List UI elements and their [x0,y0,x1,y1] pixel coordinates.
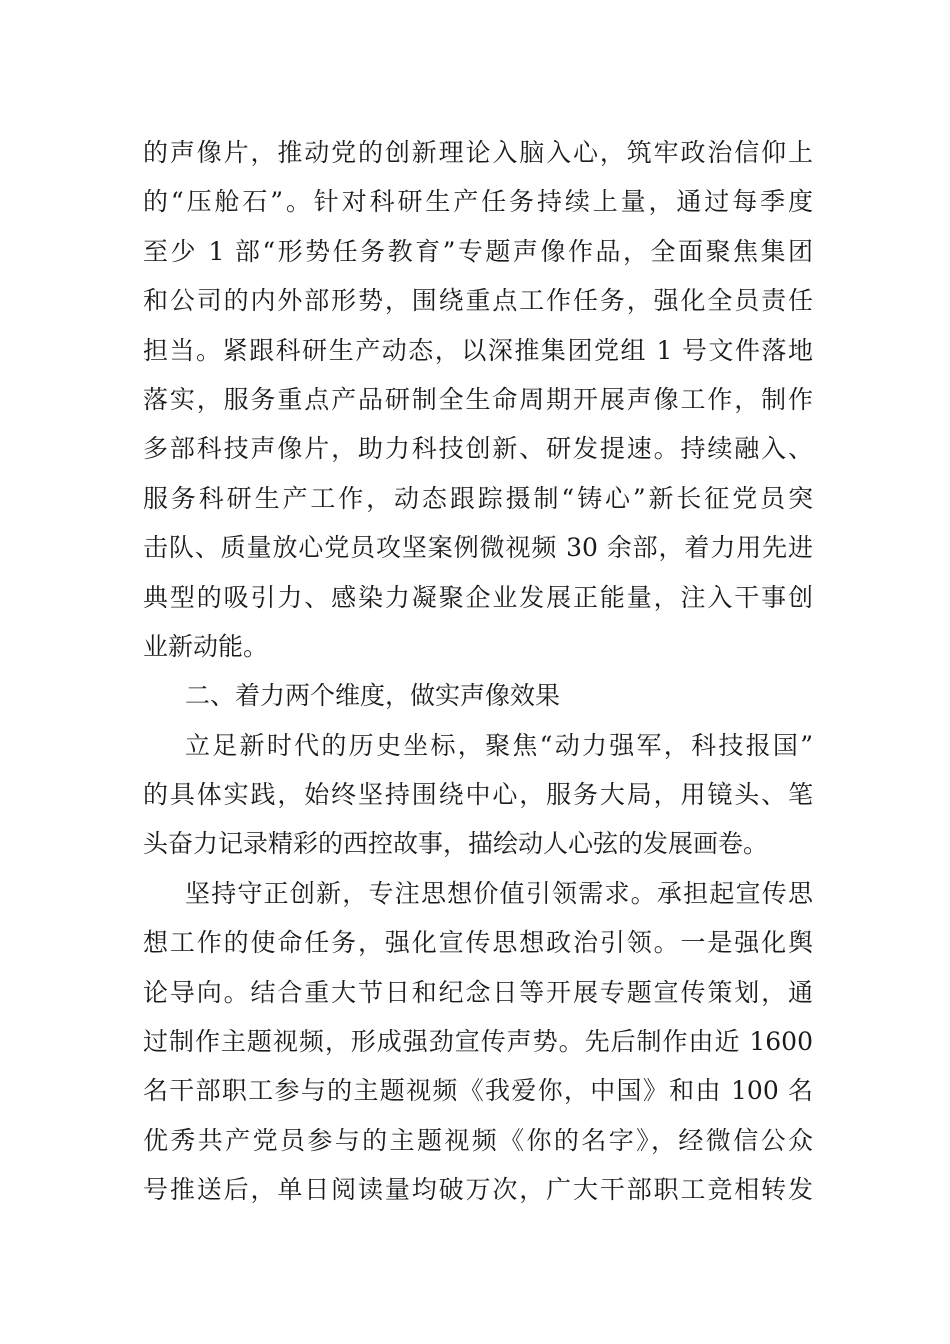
section-heading: 二、着力两个维度，做实声像效果 [185,681,561,711]
text-line: 的声像片，推动党的创新理论入脑入心，筑牢政治信仰上 [143,138,813,167]
text-line: 服务科研生产工作，动态跟踪摄制“铸心”新长征党员突 [143,483,813,513]
text-line: 坚持守正创新，专注思想价值引领需求。承担起宣传思 [185,878,813,908]
text-line: 立足新时代的历史坐标，聚焦“动力强军，科技报国” [185,730,813,760]
text-line: 和公司的内外部形势，围绕重点工作任务，强化全员责任 [143,286,813,316]
text-line: 优秀共产党员参与的主题视频《你的名字》，经微信公众 [143,1125,813,1155]
text-line: 的“压舱石”。针对科研生产任务持续上量，通过每季度 [143,187,813,217]
text-line: 多部科技声像片，助力科技创新、研发提速。持续融入、 [143,434,813,464]
text-line: 头奋力记录精彩的西控故事，描绘动人心弦的发展画卷。 [143,829,769,859]
text-line: 业新动能。 [143,631,269,661]
body-text [143,128,813,1215]
text-line: 论导向。结合重大节日和纪念日等开展专题宣传策划，通 [143,977,813,1007]
text-line: 击队、质量放心党员攻坚案例微视频 30 余部，着力用先进 [143,533,813,563]
text-line: 号推送后，单日阅读量均破万次，广大干部职工竞相转发 [143,1175,813,1205]
text-line: 的具体实践，始终坚持围绕中心，服务大局，用镜头、笔 [143,780,813,810]
text-line: 名干部职工参与的主题视频《我爱你，中国》和由 100 名 [143,1076,813,1106]
text-line: 想工作的使命任务，强化宣传思想政治引领。一是强化舆 [143,928,813,958]
text-line: 落实，服务重点产品研制全生命周期开展声像工作，制作 [143,384,813,414]
text-line: 过制作主题视频，形成强劲宣传声势。先后制作由近 1600 [143,1027,813,1057]
text-line: 担当。紧跟科研生产动态，以深推集团党组 1 号文件落地 [143,335,813,365]
text-line: 至少 1 部“形势任务教育”专题声像作品，全面聚焦集团 [143,236,813,266]
text-line: 典型的吸引力、感染力凝聚企业发展正能量，注入干事创 [143,582,813,612]
